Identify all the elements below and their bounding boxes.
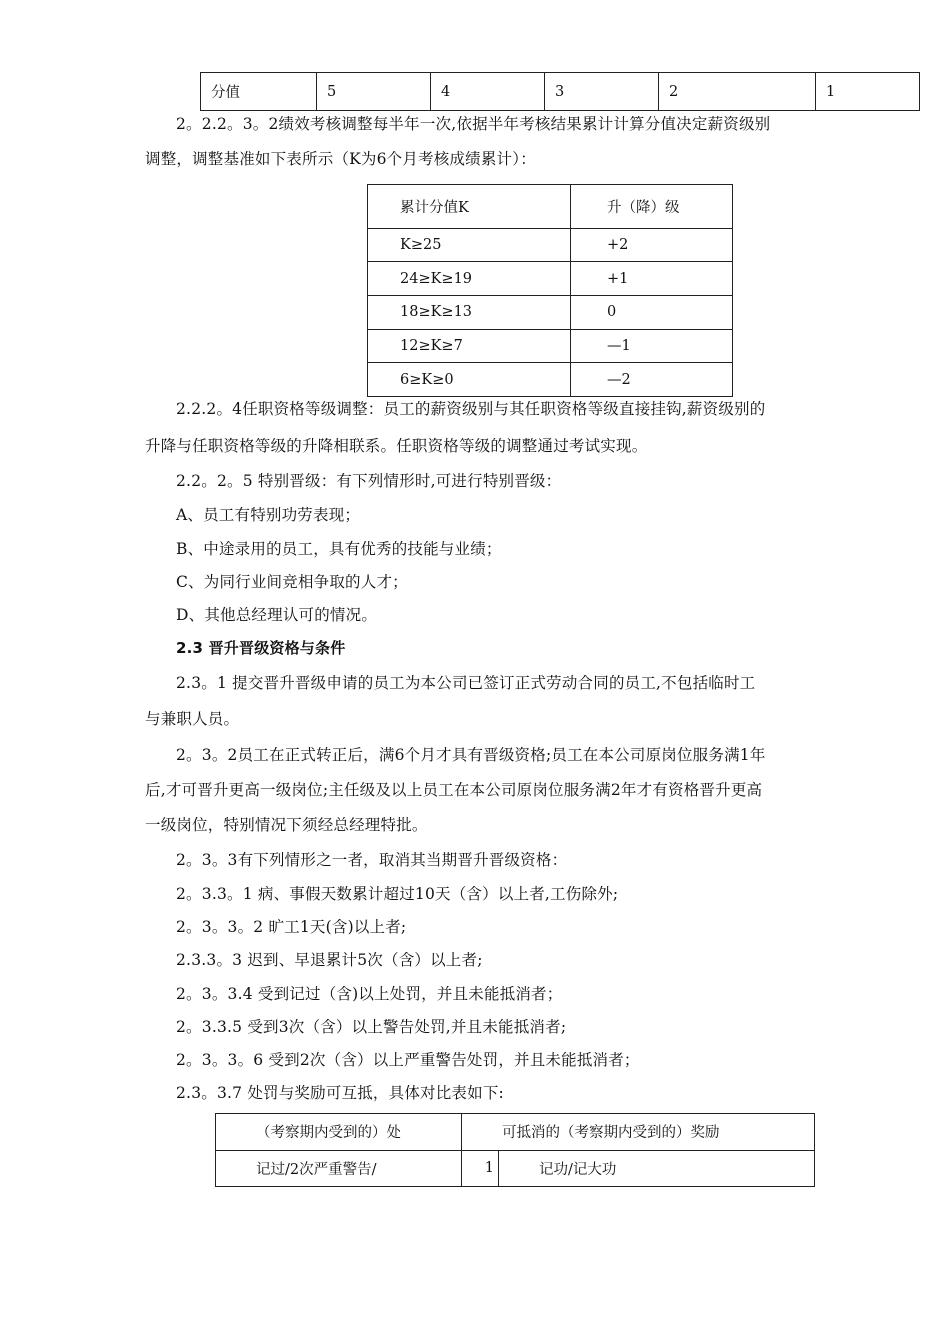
paragraph-231-line1: 2.3。1 提交晋升晋级申请的员工为本公司已签订正式劳动合同的员工,不包括临时工 (176, 674, 756, 692)
k-adjust-table (367, 184, 733, 397)
table-cell: 记功/记大功 (499, 1150, 815, 1187)
table-cell: 1 (462, 1150, 499, 1187)
paragraph-231-line2: 与兼职人员。 (145, 710, 240, 728)
paragraph-2224-line1: 2.2.2。4任职资格等级调整：员工的薪资级别与其任职资格等级直接挂钩,薪资级别的 (176, 400, 766, 418)
paragraph-2225: 2.2。2。5 特别晋级：有下列情形时,可进行特别晋级： (176, 472, 562, 490)
table-header-row (368, 185, 733, 229)
sub-item: 2。3。3.4 受到记过（含)以上处罚，并且未能抵消者； (176, 985, 563, 1003)
offset-table (215, 1113, 815, 1187)
paragraph-2223-line2: 调整，调整基准如下表所示（K为6个月考核成绩累计）： (145, 150, 536, 168)
table-header-cell: 可抵消的（考察期内受到的）奖励 (462, 1114, 815, 1151)
table-row (201, 73, 920, 111)
table-header-cell: 升（降）级 (571, 185, 733, 229)
table-cell: 12≥K≥7 (368, 329, 571, 363)
table-row (368, 228, 733, 262)
table-header-cell: （考察期内受到的）处 (216, 1114, 462, 1151)
table-cell: K≥25 (368, 228, 571, 262)
table-cell: 0 (571, 295, 733, 329)
table-row (368, 262, 733, 296)
paragraph-232-line2: 后,才可晋升更高一级岗位;主任级及以上员工在本公司原岗位服务满2年才有资格晋升更高 (145, 781, 763, 799)
list-item: A、员工有特别功劳表现； (176, 506, 361, 524)
list-item: C、为同行业间竞相争取的人才； (176, 573, 408, 591)
sub-item: 2。3.3.5 受到3次（含）以上警告处罚,并且未能抵消者; (176, 1018, 567, 1036)
sub-item: 2.3.3。3 迟到、早退累计5次（含）以上者; (176, 951, 483, 969)
list-item: B、中途录用的员工，具有优秀的技能与业绩； (176, 540, 502, 558)
table-header-row (216, 1114, 815, 1151)
table-cell: +2 (571, 228, 733, 262)
section-heading: 2.3 晋升晋级资格与条件 (176, 639, 346, 657)
paragraph-232-line3: 一级岗位，特别情况下须经总经理特批。 (145, 816, 428, 834)
sub-item: 2。3.3。1 病、事假天数累计超过10天（含）以上者,工伤除外; (176, 885, 619, 903)
score-cell: 4 (431, 73, 545, 111)
table-cell: —2 (571, 363, 733, 397)
paragraph-233: 2。3。3有下列情形之一者，取消其当期晋升晋级资格： (176, 851, 568, 869)
table-header-cell: 累计分值K (368, 185, 571, 229)
table-row (368, 295, 733, 329)
table-cell: 18≥K≥13 (368, 295, 571, 329)
score-label-cell: 分值 (201, 73, 317, 111)
score-table (200, 72, 920, 111)
table-cell: +1 (571, 262, 733, 296)
table-row (216, 1150, 815, 1187)
list-item: D、其他总经理认可的情况。 (176, 606, 378, 624)
score-cell: 3 (545, 73, 659, 111)
table-cell: —1 (571, 329, 733, 363)
table-row (368, 363, 733, 397)
score-cell: 1 (816, 73, 920, 111)
table-row (368, 329, 733, 363)
sub-item: 2。3。3。6 受到2次（含）以上严重警告处罚，并且未能抵消者； (176, 1051, 640, 1069)
table-cell: 6≥K≥0 (368, 363, 571, 397)
paragraph-232-line1: 2。3。2员工在正式转正后，满6个月才具有晋级资格;员工在本公司原岗位服务满1年 (176, 746, 766, 764)
paragraph-2223-line1: 2。2.2。3。2绩效考核调整每半年一次,依据半年考核结果累计计算分值决定薪资级别 (176, 115, 771, 133)
paragraph-2224-line2: 升降与任职资格等级的升降相联系。任职资格等级的调整通过考试实现。 (145, 437, 648, 455)
table-cell: 记过/2次严重警告/ (216, 1150, 462, 1187)
sub-item: 2.3。3.7 处罚与奖励可互抵，具体对比表如下: (176, 1084, 504, 1102)
table-cell: 24≥K≥19 (368, 262, 571, 296)
score-cell: 5 (317, 73, 431, 111)
sub-item: 2。3。3。2 旷工1天(含)以上者; (176, 918, 407, 936)
score-cell: 2 (659, 73, 816, 111)
